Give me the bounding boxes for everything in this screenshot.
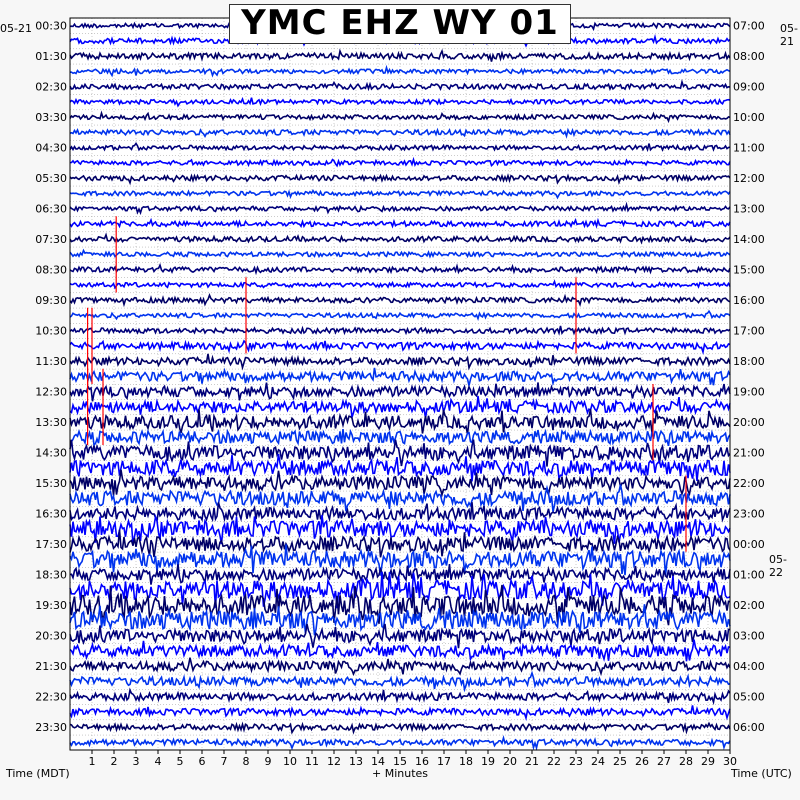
x-tick-label: 16: [415, 755, 429, 768]
x-axis-ticks: [89, 750, 738, 768]
x-tick-label: 30: [723, 755, 737, 768]
left-hour-label: 23:30: [35, 721, 67, 735]
x-tick-label: 19: [481, 755, 495, 768]
left-hour-label: 22:30: [35, 690, 67, 704]
right-hour-label: 05:00: [733, 690, 765, 704]
right-hour-label: 13:00: [733, 202, 765, 216]
x-tick-label: 5: [176, 755, 184, 768]
left-axis-label: Time (MDT): [6, 767, 70, 780]
right-hour-label: 18:00: [733, 355, 765, 369]
x-tick-label: 25: [613, 755, 627, 768]
right-hour-label: 20:00: [733, 416, 765, 430]
left-hour-label: 06:30: [35, 202, 67, 216]
left-hour-label: 04:30: [35, 141, 67, 155]
right-hour-label: 17:00: [733, 324, 765, 338]
x-tick-label: 24: [591, 755, 605, 768]
right-hour-label: 08:00: [733, 50, 765, 64]
x-tick-label: 18: [459, 755, 473, 768]
right-hour-label: 22:00: [733, 477, 765, 491]
left-hour-label: 05:30: [35, 172, 67, 186]
left-hour-label: 01:30: [35, 50, 67, 64]
right-hour-label: 04:00: [733, 660, 765, 674]
left-hour-label: 13:30: [35, 416, 67, 430]
x-tick-label: 6: [198, 755, 206, 768]
x-tick-label: 12: [327, 755, 341, 768]
x-tick-label: 21: [525, 755, 539, 768]
right-hour-label: 23:00: [733, 507, 765, 521]
x-tick-label: 15: [393, 755, 407, 768]
right-hour-label: 19:00: [733, 385, 765, 399]
x-tick-label: 17: [437, 755, 451, 768]
x-axis-label: + Minutes: [372, 767, 429, 780]
x-tick-label: 14: [371, 755, 385, 768]
x-tick-label: 27: [657, 755, 671, 768]
right-axis-label: Time (UTC): [731, 767, 792, 780]
right-hour-label: 11:00: [733, 141, 765, 155]
x-tick-label: 29: [701, 755, 715, 768]
left-hour-label: 12:30: [35, 385, 67, 399]
left-hour-label: 15:30: [35, 477, 67, 491]
right-hour-label: 00:00: [733, 538, 765, 552]
left-hour-label: 18:30: [35, 568, 67, 582]
left-hour-label: 14:30: [35, 446, 67, 460]
right-hour-label: 21:00: [733, 446, 765, 460]
right-hour-label: 01:00: [733, 568, 765, 582]
x-tick-label: 8: [242, 755, 250, 768]
left-hour-label: 08:30: [35, 263, 67, 277]
left-hour-label: 17:30: [35, 538, 67, 552]
right-hour-label: 14:00: [733, 233, 765, 247]
right-hour-label: 15:00: [733, 263, 765, 277]
right-hour-label: 06:00: [733, 721, 765, 735]
left-hour-label: 19:30: [35, 599, 67, 613]
x-tick-label: 7: [220, 755, 228, 768]
left-date-label: 05-21: [0, 22, 32, 35]
right-time-labels: [733, 20, 765, 735]
right-hour-label: 07:00: [733, 19, 765, 33]
x-tick-label: 2: [110, 755, 118, 768]
left-hour-label: 21:30: [35, 660, 67, 674]
x-tick-label: 13: [349, 755, 363, 768]
right-hour-label: 10:00: [733, 111, 765, 125]
left-hour-label: 02:30: [35, 80, 67, 94]
right-hour-label: 02:00: [733, 599, 765, 613]
left-hour-label: 07:30: [35, 233, 67, 247]
x-tick-label: 9: [264, 755, 272, 768]
right-hour-label: 12:00: [733, 172, 765, 186]
left-hour-label: 03:30: [35, 111, 67, 125]
right-hour-label: 09:00: [733, 80, 765, 94]
left-hour-label: 20:30: [35, 629, 67, 643]
left-time-labels: [35, 20, 67, 735]
x-tick-label: 11: [305, 755, 319, 768]
left-hour-label: 09:30: [35, 294, 67, 308]
right-hour-label: 16:00: [733, 294, 765, 308]
left-hour-label: 10:30: [35, 324, 67, 338]
right-hour-label: 03:00: [733, 629, 765, 643]
x-tick-label: 28: [679, 755, 693, 768]
x-tick-label: 23: [569, 755, 583, 768]
x-tick-label: 4: [154, 755, 162, 768]
x-tick-label: 20: [503, 755, 517, 768]
right-date-label: 05-21: [780, 22, 798, 48]
left-hour-label: 11:30: [35, 355, 67, 369]
x-tick-label: 10: [283, 755, 297, 768]
x-tick-label: 1: [88, 755, 96, 768]
right-date-change-label: 05-22: [769, 553, 787, 579]
x-tick-label: 26: [635, 755, 649, 768]
x-tick-label: 3: [132, 755, 140, 768]
x-tick-label: 22: [547, 755, 561, 768]
left-hour-label: 16:30: [35, 507, 67, 521]
left-hour-label: 00:30: [35, 19, 67, 33]
chart-title: YMC EHZ WY 01: [229, 4, 571, 44]
